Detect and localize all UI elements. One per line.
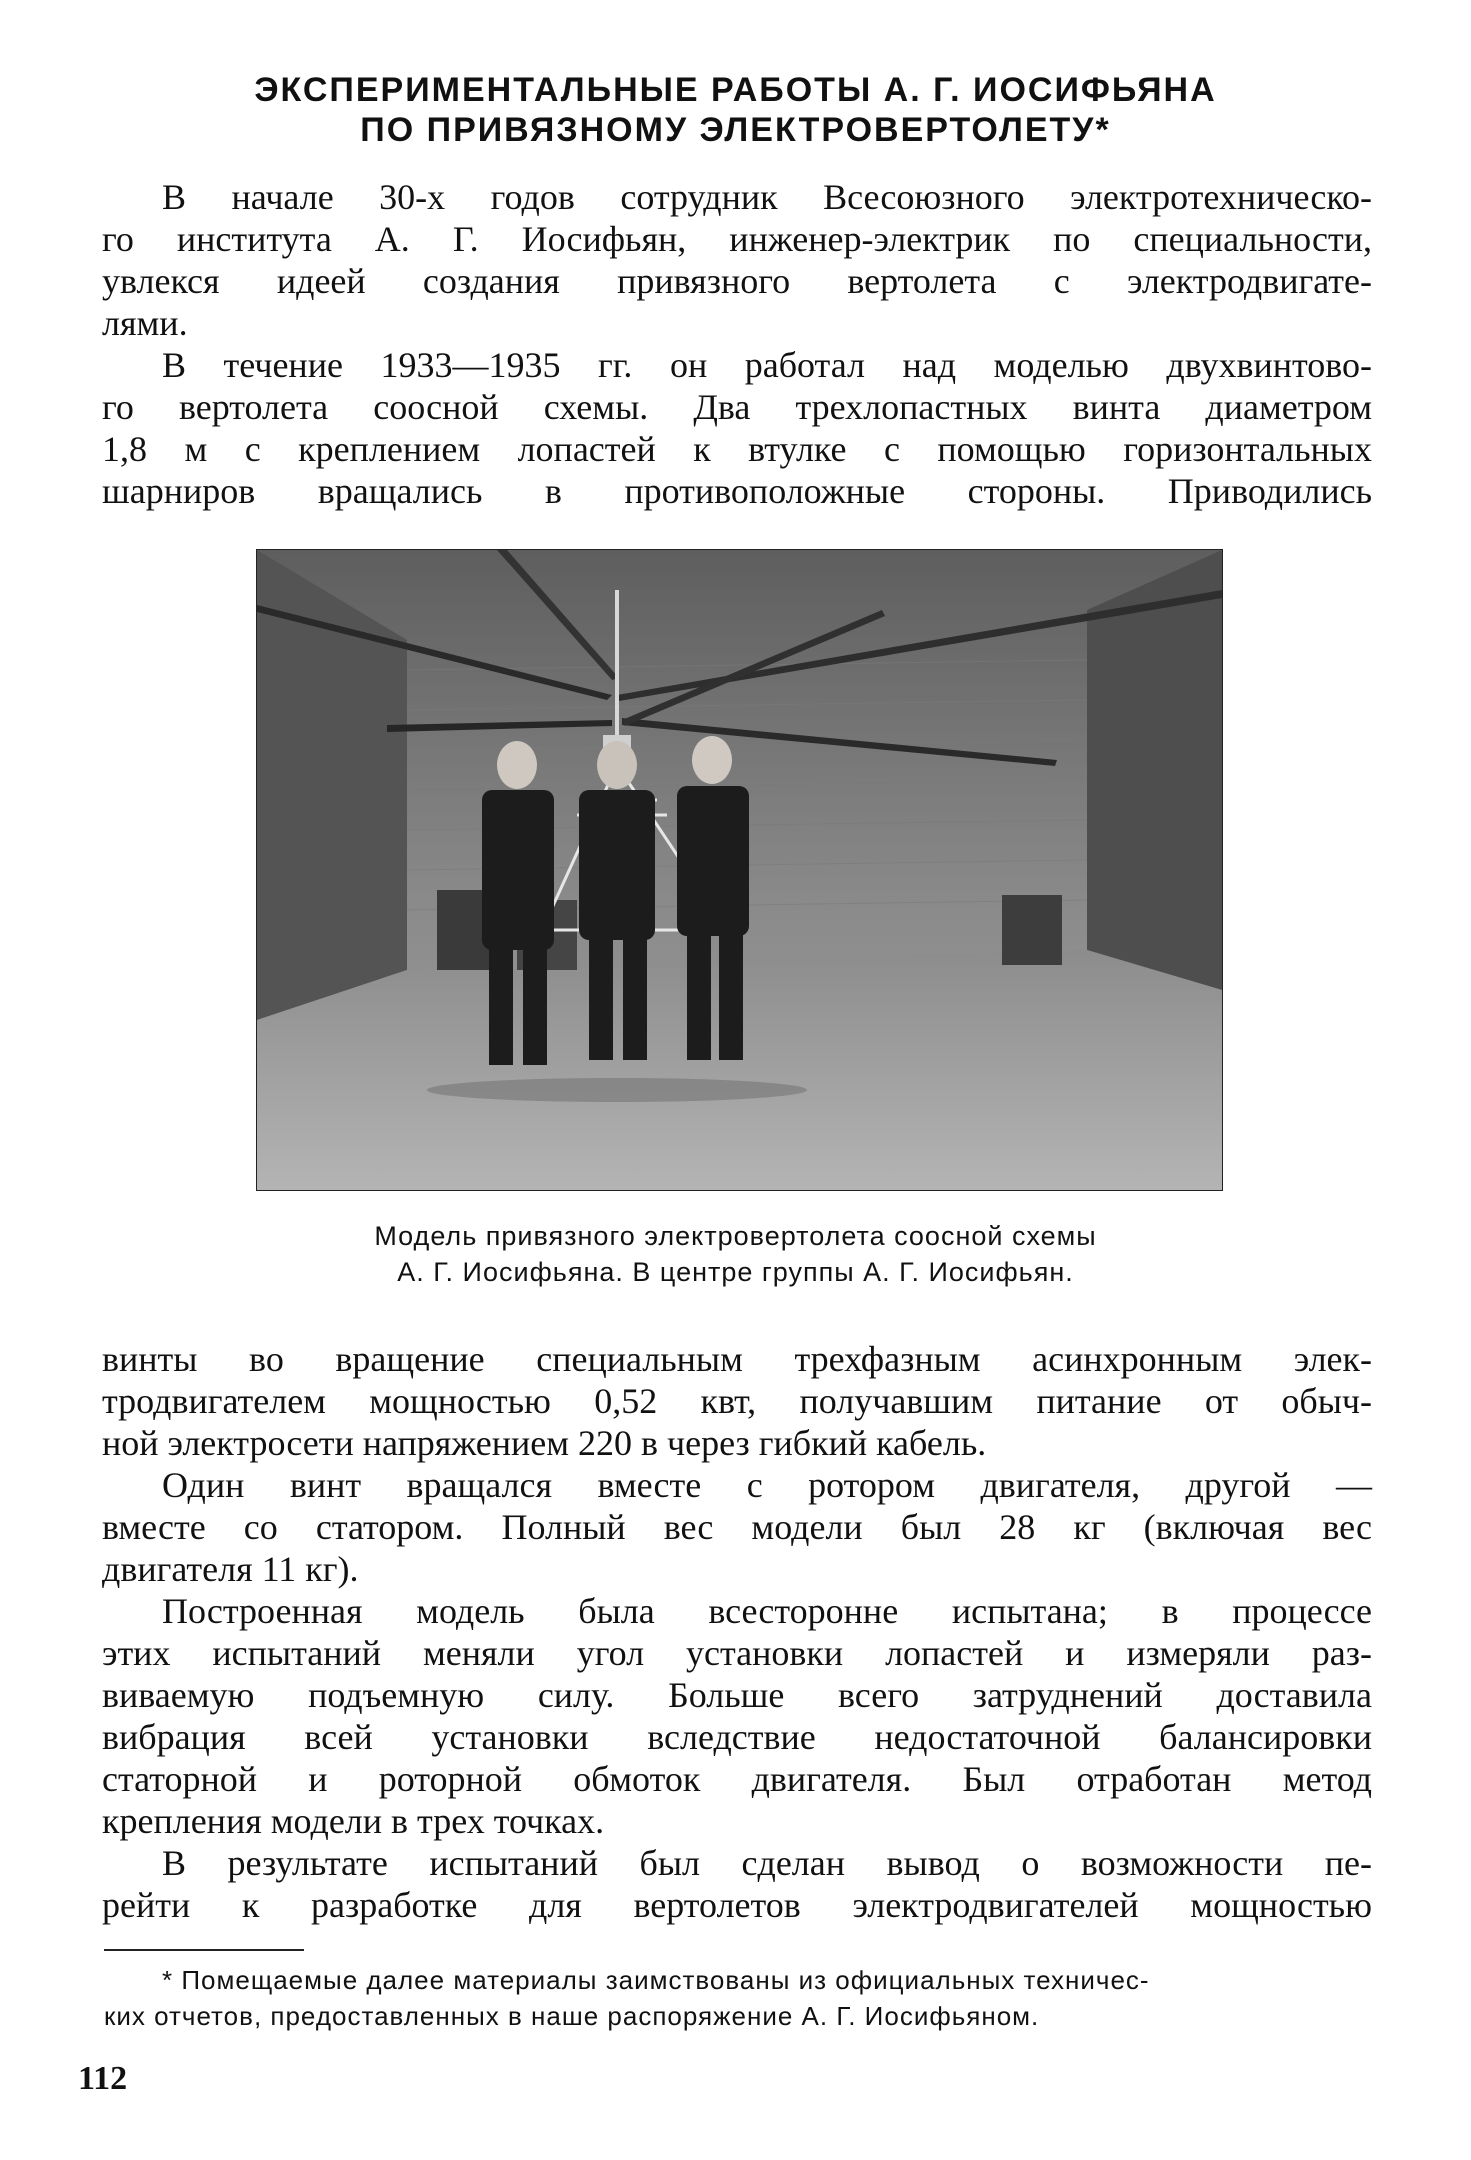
figure-caption-line-1: Модель привязного электровертолета соосной схемы [374,1221,1097,1251]
body-text-bottom [102,1338,1372,1926]
paragraph-4 [102,1464,1372,1590]
text-line: вибрация всей установки вследствие недостаточной балансировки [102,1717,1372,1757]
page-number: 112 [78,2060,128,2097]
text-line: го института А. Г. Иосифьян, инженер-электрик по специальности, [102,219,1372,259]
text-line: В начале 30-х годов сотрудник Всесоюзного электротехническо- [162,177,1372,217]
text-line: увлекся идеей создания привязного вертолета с электродвигате- [102,261,1372,301]
text-line: В течение 1933—1935 гг. он работал над моделью двухвинтово- [162,345,1372,385]
text-line: тродвигателем мощностью 0,52 квт, получавшим питание от обыч- [102,1381,1372,1421]
text-line: этих испытаний меняли угол установки лопастей и измеряли раз- [102,1633,1372,1673]
paragraph-1 [102,176,1372,344]
chapter-title-line-1: ЭКСПЕРИМЕНТАЛЬНЫЕ РАБОТЫ А. Г. ИОСИФЬЯНА [254,71,1217,109]
text-line: В результате испытаний был сделан вывод о возможности пе- [162,1843,1372,1883]
text-line: ной электросети напряжением 220 в через гибкий кабель. [102,1423,987,1463]
footnote [104,1962,1372,2034]
paragraph-3 [102,1338,1372,1464]
text-line: вместе со статором. Полный вес модели был 28 кг (включая вес [102,1507,1372,1547]
text-line: шарниров вращались в противоположные стороны. Приводились [102,471,1372,511]
helicopter-model-photo [256,549,1223,1191]
body-text-top [102,176,1372,512]
footnote-line-1: * Помещаемые далее материалы заимствованы из официальных техничес- [162,1965,1150,1995]
chapter-title-line-2: ПО ПРИВЯЗНОМУ ЭЛЕКТРОВЕРТОЛЕТУ* [360,111,1111,149]
text-line: винты во вращение специальным трехфазным асинхронным элек- [102,1339,1372,1379]
text-line: двигателя 11 кг). [102,1549,359,1589]
text-line: рейти к разработке для вертолетов электродвигателей мощностью [102,1885,1372,1925]
text-line: Один винт вращался вместе с ротором двигателя, другой — [162,1465,1372,1505]
text-line: Построенная модель была всесторонне испытана; в процессе [162,1591,1372,1631]
paragraph-2 [102,344,1372,512]
text-line: 1,8 м с креплением лопастей к втулке с помощью горизонтальных [102,429,1372,469]
text-line: статорной и роторной обмоток двигателя. Был отработан метод [102,1759,1372,1799]
paragraph-6 [102,1842,1372,1926]
figure-caption-line-2: А. Г. Иосифьяна. В центре группы А. Г. Иосифьян. [397,1257,1074,1287]
paragraph-5 [102,1590,1372,1842]
text-line: виваемую подъемную силу. Больше всего затруднений доставила [102,1675,1372,1715]
text-line: го вертолета соосной схемы. Два трехлопастных винта диаметром [102,387,1372,427]
text-line: крепления модели в трех точках. [102,1801,605,1841]
footnote-line-2: ких отчетов, предоставленных в наше распоряжение А. Г. Иосифьяном. [104,2001,1040,2031]
footnote-divider [104,1949,304,1951]
text-line: лями. [102,303,188,343]
